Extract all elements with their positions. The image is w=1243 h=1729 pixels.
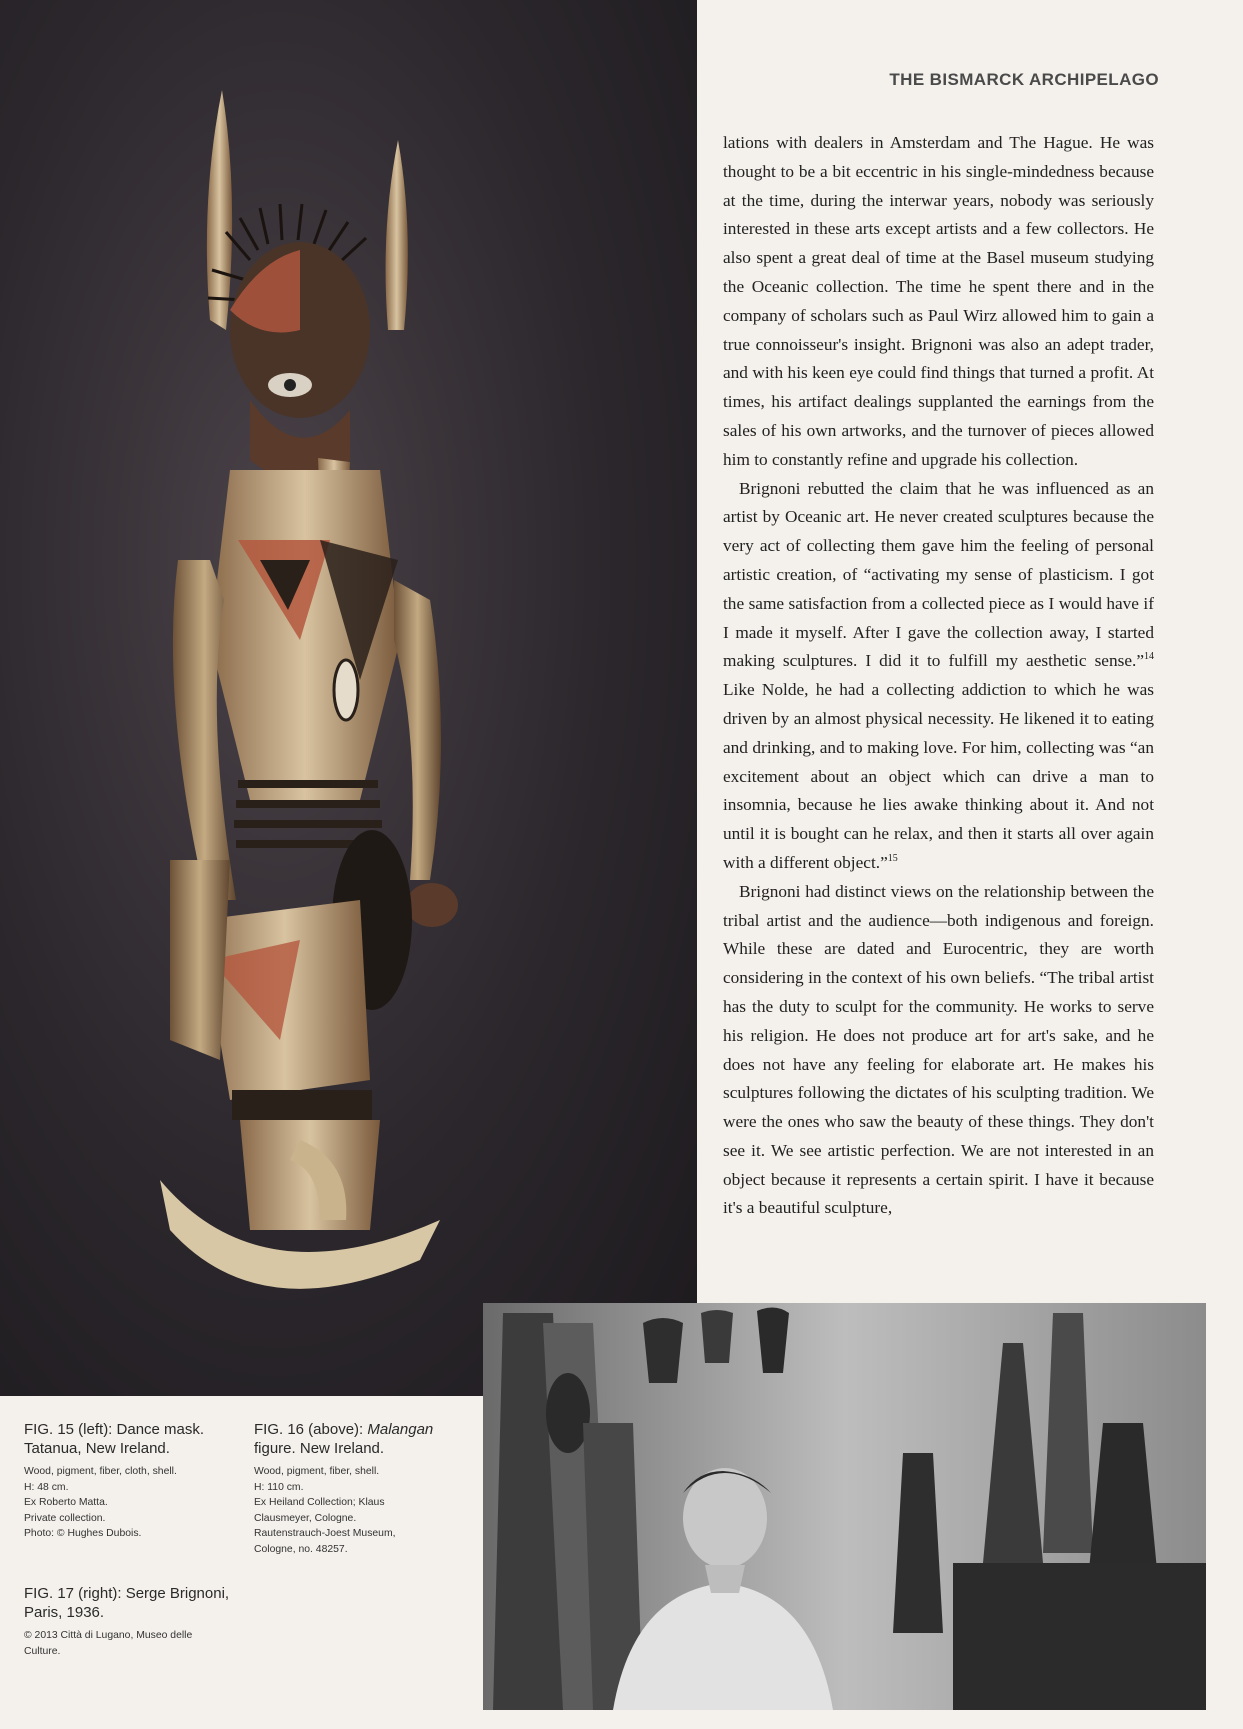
caption-detail: Culture. <box>24 1645 61 1657</box>
caption-detail: Ex Roberto Matta. <box>24 1497 108 1508</box>
caption-fig-15-details <box>24 1464 254 1542</box>
caption-detail: Photo: © Hughes Dubois. <box>24 1528 142 1539</box>
caption-detail: Cologne, no. 48257. <box>254 1543 348 1555</box>
malangan-figure-illustration <box>0 0 697 1396</box>
caption-detail: Ex Heiland Collection; Klaus <box>254 1497 385 1508</box>
caption-detail: Wood, pigment, fiber, cloth, shell. <box>24 1466 177 1477</box>
caption-fig-17 <box>24 1584 274 1659</box>
caption-fig-16-details <box>254 1464 476 1557</box>
brignoni-portrait-photo <box>483 1303 1206 1710</box>
paragraph-2-part-b: Like Nolde, he had a collecting addiction to which he was driven by an almost physical necessity. He likened it to eating and drinking, and to making love. For him, collecting was “an excitement about an object which can drive a man to insomnia, because he lies awake thinking about it. And not until it is bought can he relax, and then it starts all over again with a different object.” <box>723 680 1154 872</box>
paragraph-3: Brignoni had distinct views on the relationship between the tribal artist and the audience—both indigenous and foreign. While these are dated and Eurocentric, they are worth considering in the context of his own beliefs. “The tribal artist has the duty to sculpt for the community. He works to serve his religion. He does not produce art for art's sake, and he does not have any feeling for elaborate art. He makes his sculptures following the dictates of his sculpting tradition. We were the ones who saw the beauty of these things. They don't see it. We see artistic perfection. We are not interested in an object because it represents a certain spirit. I have it because it's a beautiful sculpture, <box>723 881 1154 1218</box>
caption-fig-15-title-2: Tatanua, New Ireland. <box>24 1440 170 1457</box>
caption-detail: Private collection. <box>24 1512 106 1524</box>
caption-fig-15 <box>24 1420 254 1542</box>
caption-detail: Clausmeyer, Cologne. <box>254 1512 357 1524</box>
caption-fig-17-title-1: FIG. 17 (right): Serge Brignoni, <box>24 1585 230 1602</box>
article-body <box>723 129 1154 1223</box>
caption-fig-17-details <box>24 1628 274 1659</box>
brignoni-portrait-illustration <box>483 1303 1206 1710</box>
caption-fig-17-title-2: Paris, 1936. <box>24 1604 105 1621</box>
caption-detail: Wood, pigment, fiber, shell. <box>254 1466 380 1477</box>
paragraph-1: lations with dealers in Amsterdam and The Hague. He was thought to be a bit eccentric in his single-mindedness because at the time, during the interwar years, nobody was seriously interested in these arts except artists and a few collectors. He also spent a great deal of time at the Basel museum studying the Oceanic collection. The time he spent there and in the company of scholars such as Paul Wirz allowed him to gain a true connoisseur's insight. Brignoni was also an adept trader, and with his keen eye could find things that turned a profit. At times, his artifact dealings supplanted the earnings from the sales of his own artworks, and the turnover of pieces allowed him to constantly refine and upgrade his collection. <box>723 133 1154 469</box>
caption-fig-16-title-1 <box>254 1420 476 1439</box>
caption-detail: H: 110 cm. <box>254 1481 304 1493</box>
running-header: THE BISMARCK ARCHIPELAGO <box>889 70 1159 89</box>
caption-detail: Rautenstrauch-Joest Museum, <box>254 1528 396 1539</box>
caption-fig-15-title-1: FIG. 15 (left): Dance mask. <box>24 1421 205 1438</box>
caption-fig-16 <box>254 1420 476 1557</box>
caption-fig-16-italic: Malangan <box>367 1421 434 1438</box>
caption-area <box>0 1396 483 1729</box>
caption-fig-16-prefix: FIG. 16 (above): <box>254 1421 368 1438</box>
malangan-figure-photo <box>0 0 697 1396</box>
caption-detail: © 2013 Città di Lugano, Museo delle <box>24 1630 193 1641</box>
caption-detail: H: 48 cm. <box>24 1481 69 1493</box>
footnote-ref-14: 14 <box>1144 651 1154 663</box>
footnote-ref-15: 15 <box>887 853 898 865</box>
paragraph-2-part-a: Brignoni rebutted the claim that he was influenced as an artist by Oceanic art. He never created sculptures because the very act of collecting them gave him the feeling of personal artistic creation, of “activating my sense of plasticism. I got the same satisfaction from a collected piece as I would have if I made it myself. After I gave the collection away, I started making sculptures. I did it to fulfill my aesthetic sense.” <box>723 478 1154 671</box>
paragraph-2 <box>723 475 1154 878</box>
caption-fig-16-title-2: figure. New Ireland. <box>254 1440 385 1457</box>
